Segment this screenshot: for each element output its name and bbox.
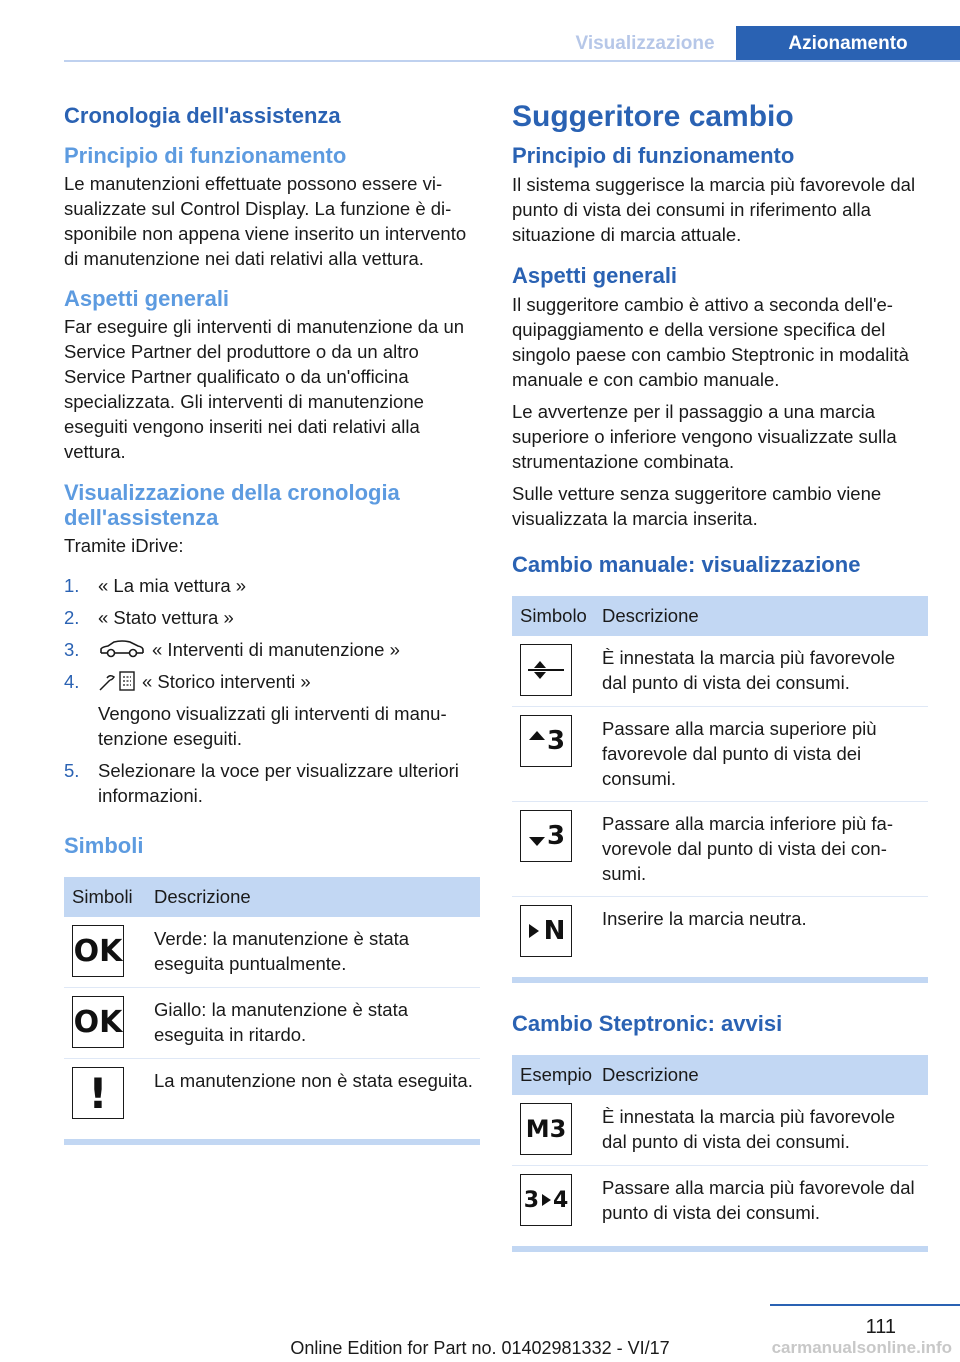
table-row — [512, 1166, 928, 1237]
table-row — [512, 636, 928, 707]
heading-aspetti-left: Aspetti generali — [64, 286, 230, 311]
heading-cambio-manuale: Cambio manuale: visualizzazione — [512, 552, 861, 577]
heading-principio-left: Principio di funzionamento — [64, 143, 347, 168]
right-column — [512, 100, 928, 1252]
text-aspetti-right-3: Sulle vetture senza suggeritore cambio viene visualizzata la marcia inserita. — [512, 483, 882, 529]
manual-gearbox-table — [512, 596, 928, 967]
m3-symbol: M3 — [520, 1103, 572, 1155]
symbol-description: Passare alla marcia più favorevole dal punto di vista dei consumi. — [602, 1177, 915, 1223]
symbol-description: La manutenzione non è stata eseguita. — [154, 1070, 473, 1091]
step-number: 2. — [64, 607, 80, 628]
header-section-visualizzazione: Visualizzazione — [575, 33, 715, 54]
symbol-description: Inserire la marcia neutra. — [602, 908, 807, 929]
neutral-symbol — [520, 905, 572, 957]
symbols-table — [64, 877, 480, 1129]
text-aspetti-right-2: Le avvertenze per il passaggio a una marcia superiore o inferiore vengono visualizzate sulla strumentazione combinata. — [512, 401, 897, 472]
step-text: « La mia vettura » — [98, 575, 247, 596]
step-4-subtext: Vengono visualizzati gli interventi di manutenzione eseguiti. — [98, 703, 447, 749]
table-row — [64, 917, 480, 988]
watermark: carmanualsonline.info — [771, 1338, 952, 1357]
symbol-description: Passare alla marcia superiore più favorevole dal punto di vista dei consumi. — [600, 707, 928, 802]
heading-aspetti-right: Aspetti generali — [512, 263, 678, 288]
text-aspetti-right-1: Il suggeritore cambio è attivo a seconda dell'equipaggiamento e della versione specifica del singolo paese con cambio Steptronic in modalità manuale e con cambio manuale. — [512, 294, 909, 390]
arrow-down-icon — [527, 835, 547, 849]
car-service-icon — [98, 639, 146, 659]
column-header-simboli: Simboli — [64, 877, 152, 917]
idrive-steps — [64, 573, 480, 808]
header-section-azionamento: Azionamento — [736, 26, 960, 61]
step-number: 1. — [64, 575, 80, 596]
optimal-gear-symbol — [520, 644, 572, 696]
exclamation-symbol: ! — [72, 1067, 124, 1119]
up-down-arrows-icon — [526, 655, 566, 685]
table-row — [512, 802, 928, 897]
step-2 — [64, 605, 480, 630]
shift-up-symbol — [520, 715, 572, 767]
text-tramite-idrive: Tramite iDrive: — [64, 535, 184, 556]
page-number-rule — [770, 1304, 960, 1306]
table-row — [512, 707, 928, 802]
arrow-right-icon — [527, 922, 541, 940]
table-row — [512, 1095, 928, 1166]
heading-principio-right: Principio di funzionamento — [512, 143, 795, 168]
table-end-bar — [512, 1246, 928, 1252]
gear-letter: N — [543, 915, 566, 946]
symbol-description: Giallo: la manutenzione è stata eseguita in ritardo. — [152, 988, 480, 1059]
symbol-description: Passare alla marcia inferiore più favorevole dal punto di vista dei consumi. — [600, 802, 928, 897]
gear-to: 4 — [553, 1187, 569, 1213]
ok-yellow-symbol: OK — [72, 996, 124, 1048]
heading-visualizzazione-cronologia: Visualizzazione della cronologia dell'assistenza — [64, 480, 400, 530]
step-5 — [64, 758, 480, 808]
edition-note: Online Edition for Part no. 01402981332 - VI/17 — [290, 1338, 670, 1358]
symbol-description: È innestata la marcia più favorevole dal punto di vista dei consumi. — [600, 636, 928, 707]
text-principio-right: Il sistema suggerisce la marcia più favorevole dal punto di vista dei consumi in riferimento alla situazione di marcia attuale. — [512, 174, 916, 245]
step-text: « Storico interventi » — [142, 671, 311, 692]
arrow-right-icon — [540, 1192, 552, 1208]
section-title-cronologia: Cronologia dell'assistenza — [64, 103, 341, 128]
table-end-bar — [64, 1139, 480, 1145]
steptronic-table — [512, 1055, 928, 1236]
step-text: « Interventi di manutenzione » — [152, 639, 400, 660]
symbol-description: Verde: la manutenzione è stata eseguita puntualmente. — [152, 917, 480, 988]
step-1 — [64, 573, 480, 598]
column-header-descrizione: Descrizione — [600, 596, 928, 636]
step-number: 5. — [64, 760, 80, 781]
table-row — [64, 1059, 480, 1130]
column-header-esempio: Esempio — [512, 1055, 600, 1095]
arrow-up-icon — [527, 728, 547, 742]
table-end-bar — [512, 977, 928, 983]
page-number: 111 — [865, 1316, 896, 1338]
table-row — [64, 988, 480, 1059]
column-header-descrizione: Descrizione — [600, 1055, 928, 1095]
step-number: 3. — [64, 639, 80, 660]
left-column — [64, 100, 480, 1145]
shift-down-symbol — [520, 810, 572, 862]
step-3 — [64, 637, 480, 662]
heading-simboli: Simboli — [64, 833, 144, 858]
step-text: Selezionare la voce per visualizzare ulteriori informazioni. — [98, 760, 459, 806]
step-number: 4. — [64, 671, 80, 692]
step-4 — [64, 669, 480, 751]
column-header-simbolo: Simbolo — [512, 596, 600, 636]
symbol-description: È innestata la marcia più favorevole dal punto di vista dei consumi. — [600, 1095, 928, 1166]
gear-number: 3 — [546, 725, 566, 756]
column-header-descrizione: Descrizione — [152, 877, 480, 917]
section-title-suggeritore: Suggeritore cambio — [512, 100, 794, 133]
ok-green-symbol: OK — [72, 925, 124, 977]
step-text: « Stato vettura » — [98, 607, 234, 628]
gear-from: 3 — [523, 1187, 539, 1213]
gear-change-3-4-symbol — [520, 1174, 572, 1226]
heading-cambio-steptronic: Cambio Steptronic: avvisi — [512, 1011, 783, 1036]
gear-number: 3 — [546, 820, 566, 851]
table-row — [512, 897, 928, 968]
service-history-icon — [98, 670, 136, 692]
text-principio-left: Le manutenzioni effettuate possono essere visualizzate sul Control Display. La funzione è disponibile non appena viene inserito un intervento di manutenzione nei dati relativi alla vettura. — [64, 173, 467, 269]
text-aspetti-left: Far eseguire gli interventi di manutenzione da un Service Partner del produttore o da un altro Service Partner qualificato o da un'officina specializzata. Gli interventi di manutenzione eseguiti vengono inseriti nei dati relativi alla vettura. — [64, 316, 465, 462]
header-rule — [64, 60, 960, 62]
